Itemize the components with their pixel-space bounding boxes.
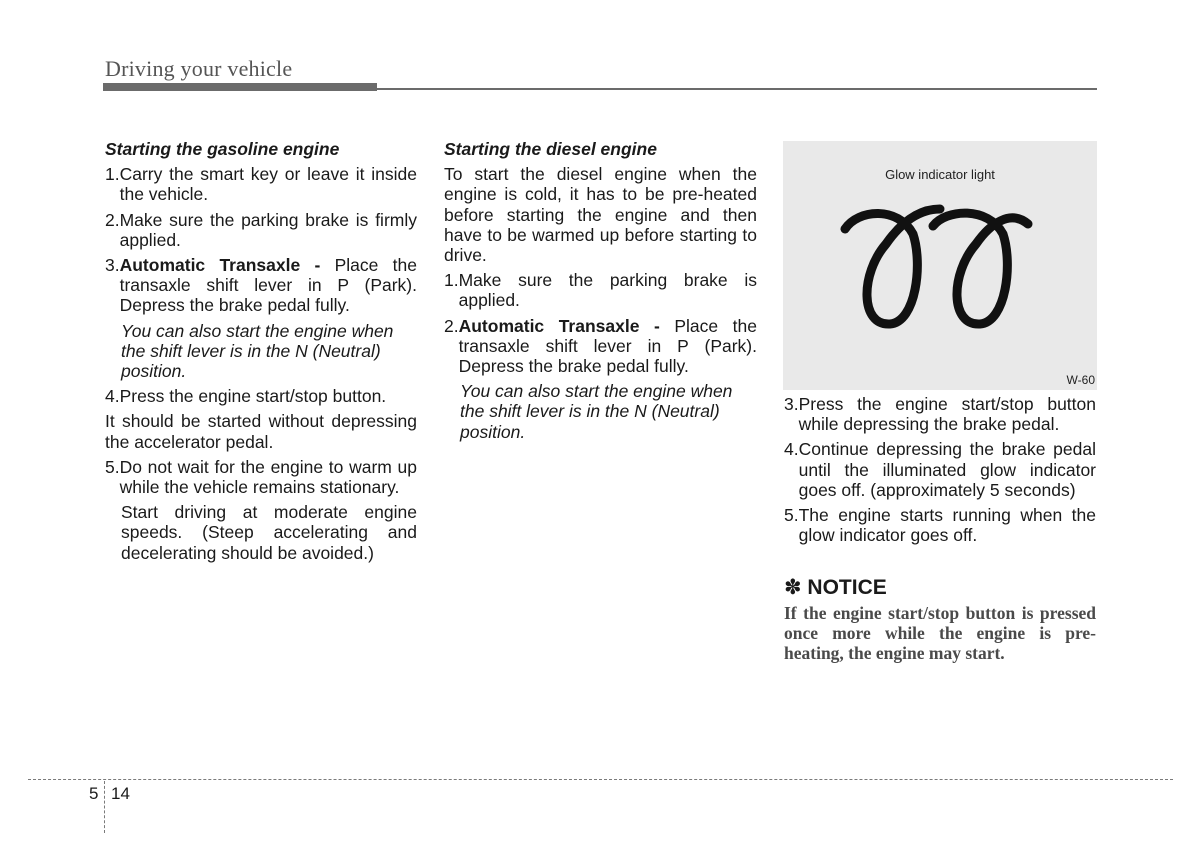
step-text: Carry the smart key or leave it inside the vehicle. [119, 164, 417, 205]
step-text-rest: Place the transaxle shift lever in P (Park). Depress the brake pedal fully. [458, 315, 757, 377]
list-item [105, 457, 417, 497]
step-text: Make sure the parking brake is applied. [458, 270, 757, 311]
figure-caption: Glow indicator light [885, 167, 995, 182]
step-number: 3. [784, 394, 799, 414]
step-text: Make sure the parking brake is firmly applied. [119, 209, 417, 250]
step-number: 4. [784, 439, 799, 460]
header-bar [103, 83, 377, 91]
step-note: You can also start the engine when the shift lever is in the N (Neutral) position. [460, 381, 733, 442]
step-bold-label: Automatic Transaxle - [119, 255, 321, 276]
figure-code: W-60 [1066, 373, 1095, 387]
diesel-section [444, 139, 757, 447]
step-text-rest: Place the transaxle shift lever in P (Park). Depress the brake pedal fully. [119, 255, 417, 316]
step-number: 5. [105, 456, 120, 477]
step-number: 2. [444, 315, 459, 336]
chapter-number: 5 [89, 784, 99, 803]
gasoline-heading: Starting the gasoline engine [105, 139, 340, 159]
list-item [784, 505, 1096, 545]
step-subtext: Start driving at moderate engine speeds. (Steep accelerating and decelerating should be avoided.) [121, 502, 417, 563]
diesel-heading: Starting the diesel engine [444, 139, 657, 159]
page-number: 14 [111, 784, 130, 803]
step-number: 3. [105, 255, 120, 276]
footer-vertical-divider [104, 781, 105, 833]
glow-plug-indicator-icon [838, 204, 1038, 334]
diesel-intro: To start the diesel engine when the engine is cold, it has to be pre-heated before starting the engine and then have to be warmed up before starting to drive. [444, 164, 757, 266]
list-item [105, 255, 417, 316]
step-text [120, 255, 417, 316]
step-note: You can also start the engine when the shift lever is in the N (Neutral) position. [121, 320, 394, 382]
step-number: 2. [105, 209, 120, 230]
page-header-title: Driving your vehicle [105, 56, 293, 81]
glow-indicator-figure [783, 141, 1097, 390]
notice-title: ✽ NOTICE [784, 576, 887, 600]
footer-divider [28, 779, 1173, 780]
list-item [105, 386, 417, 406]
notice-text: If the engine start/stop button is pressed once more while the engine is pre-heating, the engine may start. [784, 602, 1096, 663]
step-number: 5. [784, 505, 799, 526]
list-item [444, 316, 757, 377]
step-text: The engine starts running when the glow indicator goes off. [798, 505, 1096, 546]
list-item [105, 210, 417, 250]
header-rule [377, 88, 1097, 90]
step-text: Press the engine start/stop button while depressing the brake pedal. [798, 394, 1096, 435]
step-number: 4. [105, 386, 120, 407]
paragraph: It should be started without depressing the accelerator pedal. [105, 411, 417, 452]
step-text: Do not wait for the engine to warm up while the vehicle remains stationary. [119, 456, 417, 498]
step-text: Press the engine start/stop button. [119, 386, 387, 407]
list-item [444, 270, 757, 310]
step-bold-label: Automatic Transaxle - [458, 315, 660, 336]
diesel-continued-section [784, 394, 1096, 663]
step-number: 1. [105, 164, 120, 185]
gasoline-section [105, 139, 417, 568]
list-item [784, 439, 1096, 500]
list-item [105, 164, 417, 204]
step-text [459, 316, 757, 377]
step-number: 1. [444, 270, 459, 291]
step-text: Continue depressing the brake pedal until the illuminated glow indicator goes off. (approximately 5 seconds) [798, 439, 1096, 500]
list-item [784, 394, 1096, 434]
